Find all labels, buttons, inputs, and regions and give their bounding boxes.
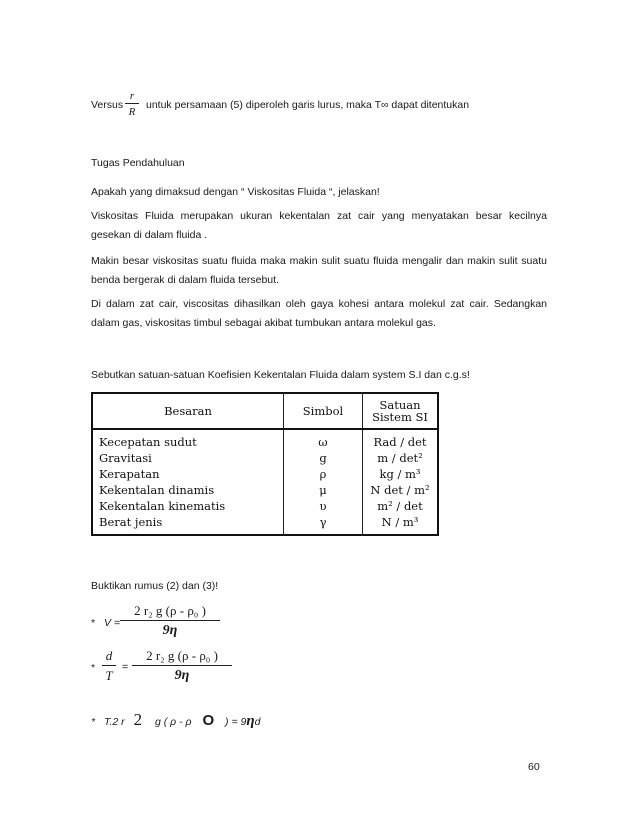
question-buktikan: Buktikan rumus (2) dan (3)! bbox=[91, 580, 219, 592]
header-satuan-line2: Sistem SI bbox=[372, 410, 428, 424]
formula-3-eta: η bbox=[246, 713, 255, 729]
formula-3-bullet: * bbox=[91, 716, 96, 728]
cell-simbol: υ bbox=[284, 498, 363, 514]
cell-simbol: ω bbox=[284, 429, 363, 450]
cell-satuan: N det / m² bbox=[370, 483, 430, 497]
table-row bbox=[93, 429, 437, 450]
cell-satuan: Rad / det bbox=[373, 435, 427, 449]
formula-2-bullet: * bbox=[91, 662, 96, 674]
table-row bbox=[93, 482, 437, 498]
formula-1-lhs bbox=[91, 617, 120, 629]
formula-3-part4: d bbox=[254, 716, 261, 728]
formula-1-numerator: 2 r₂ g (ρ - ρ₀ ) bbox=[134, 603, 206, 618]
fraction-r-over-r bbox=[125, 90, 139, 118]
question-satuan: Sebutkan satuan-satuan Koefisien Kekentalan Fluida dalam system S.I dan c.g.s! bbox=[91, 369, 470, 381]
cell-simbol: g bbox=[284, 450, 363, 466]
formula-2-fraction bbox=[132, 648, 232, 684]
cell-besaran: Kecepatan sudut bbox=[93, 429, 284, 450]
cell-besaran: Kekentalan dinamis bbox=[93, 482, 284, 498]
formula-1-fraction bbox=[120, 603, 220, 639]
units-table bbox=[91, 392, 439, 536]
formula-1-denominator: 9η bbox=[162, 623, 178, 638]
formula-2-bar bbox=[132, 665, 232, 666]
cell-besaran: Kerapatan bbox=[93, 466, 284, 482]
table-row bbox=[93, 466, 437, 482]
cell-satuan: kg / m³ bbox=[379, 467, 421, 481]
formula-3-part2: g ( ρ - ρ bbox=[154, 716, 192, 728]
answer-paragraph-1: Viskositas Fluida merupakan ukuran kekentalan zat cair yang menyatakan besar kecilnya gesekan di dalam fluida . bbox=[91, 210, 547, 241]
fraction-denominator: R bbox=[128, 106, 136, 118]
formula-2-lhs-numerator: d bbox=[105, 648, 113, 663]
cell-simbol: γ bbox=[284, 514, 363, 534]
intro-suffix: untuk persamaan (5) diperoleh garis lurus, maka T∞ dapat ditentukan bbox=[146, 99, 470, 111]
formula-3-part1: T.2 r bbox=[104, 716, 125, 728]
formula-1-lhs-text: V = bbox=[104, 617, 121, 629]
question-viskositas: Apakah yang dimaksud dengan “ Viskositas Fluida “, jelaskan! bbox=[91, 186, 380, 198]
bullet-asterisk: * bbox=[91, 617, 96, 629]
header-satuan-line1: Satuan bbox=[379, 398, 421, 412]
cell-satuan: N / m³ bbox=[381, 515, 419, 529]
cell-simbol: ρ bbox=[284, 466, 363, 482]
formula-2-denominator: 9η bbox=[174, 668, 190, 683]
header-satuan bbox=[363, 394, 438, 429]
page-number: 60 bbox=[528, 761, 540, 773]
formula-2-lhs-fraction bbox=[102, 648, 116, 684]
answer-paragraph-3: Di dalam zat cair, viscositas dihasilkan oleh gaya kohesi antara molekul zat cair. Sedangkan dalam gas, viskositas timbul sebagai akibat tumbukan antara molekul gas. bbox=[91, 298, 547, 329]
formula-2-lhs-denominator: T bbox=[105, 668, 113, 683]
formula-3-o: O bbox=[202, 712, 215, 729]
cell-besaran: Kekentalan kinematis bbox=[93, 498, 284, 514]
cell-simbol: μ bbox=[284, 482, 363, 498]
fraction-bar bbox=[125, 103, 139, 104]
cell-besaran: Gravitasi bbox=[93, 450, 284, 466]
table-row bbox=[93, 450, 437, 466]
formula-2-equals: = bbox=[122, 661, 129, 673]
header-besaran: Besaran bbox=[93, 394, 284, 429]
formula-1-bar bbox=[120, 620, 220, 621]
formula-3-part3: ) = 9 bbox=[225, 716, 247, 728]
intro-prefix: Versus bbox=[91, 99, 124, 111]
cell-satuan: m / det² bbox=[377, 451, 423, 465]
formula-2-lhs-bar bbox=[102, 665, 116, 666]
formula-2-numerator: 2 r₂ g (ρ - ρ₀ ) bbox=[146, 648, 218, 663]
table-row bbox=[93, 498, 437, 514]
formula-3-two: 2 bbox=[133, 710, 143, 729]
header-simbol: Simbol bbox=[284, 394, 363, 429]
formula-3 bbox=[91, 710, 260, 730]
cell-satuan: m² / det bbox=[377, 499, 423, 513]
fraction-numerator: r bbox=[129, 90, 135, 102]
answer-paragraph-2: Makin besar viskositas suatu fluida maka makin sulit suatu fluida mengalir dan makin sulit suatu benda bergerak di dalam fluida tersebut. bbox=[91, 255, 547, 286]
table-row bbox=[93, 514, 437, 534]
section-title: Tugas Pendahuluan bbox=[91, 157, 185, 169]
cell-besaran: Berat jenis bbox=[93, 514, 284, 534]
